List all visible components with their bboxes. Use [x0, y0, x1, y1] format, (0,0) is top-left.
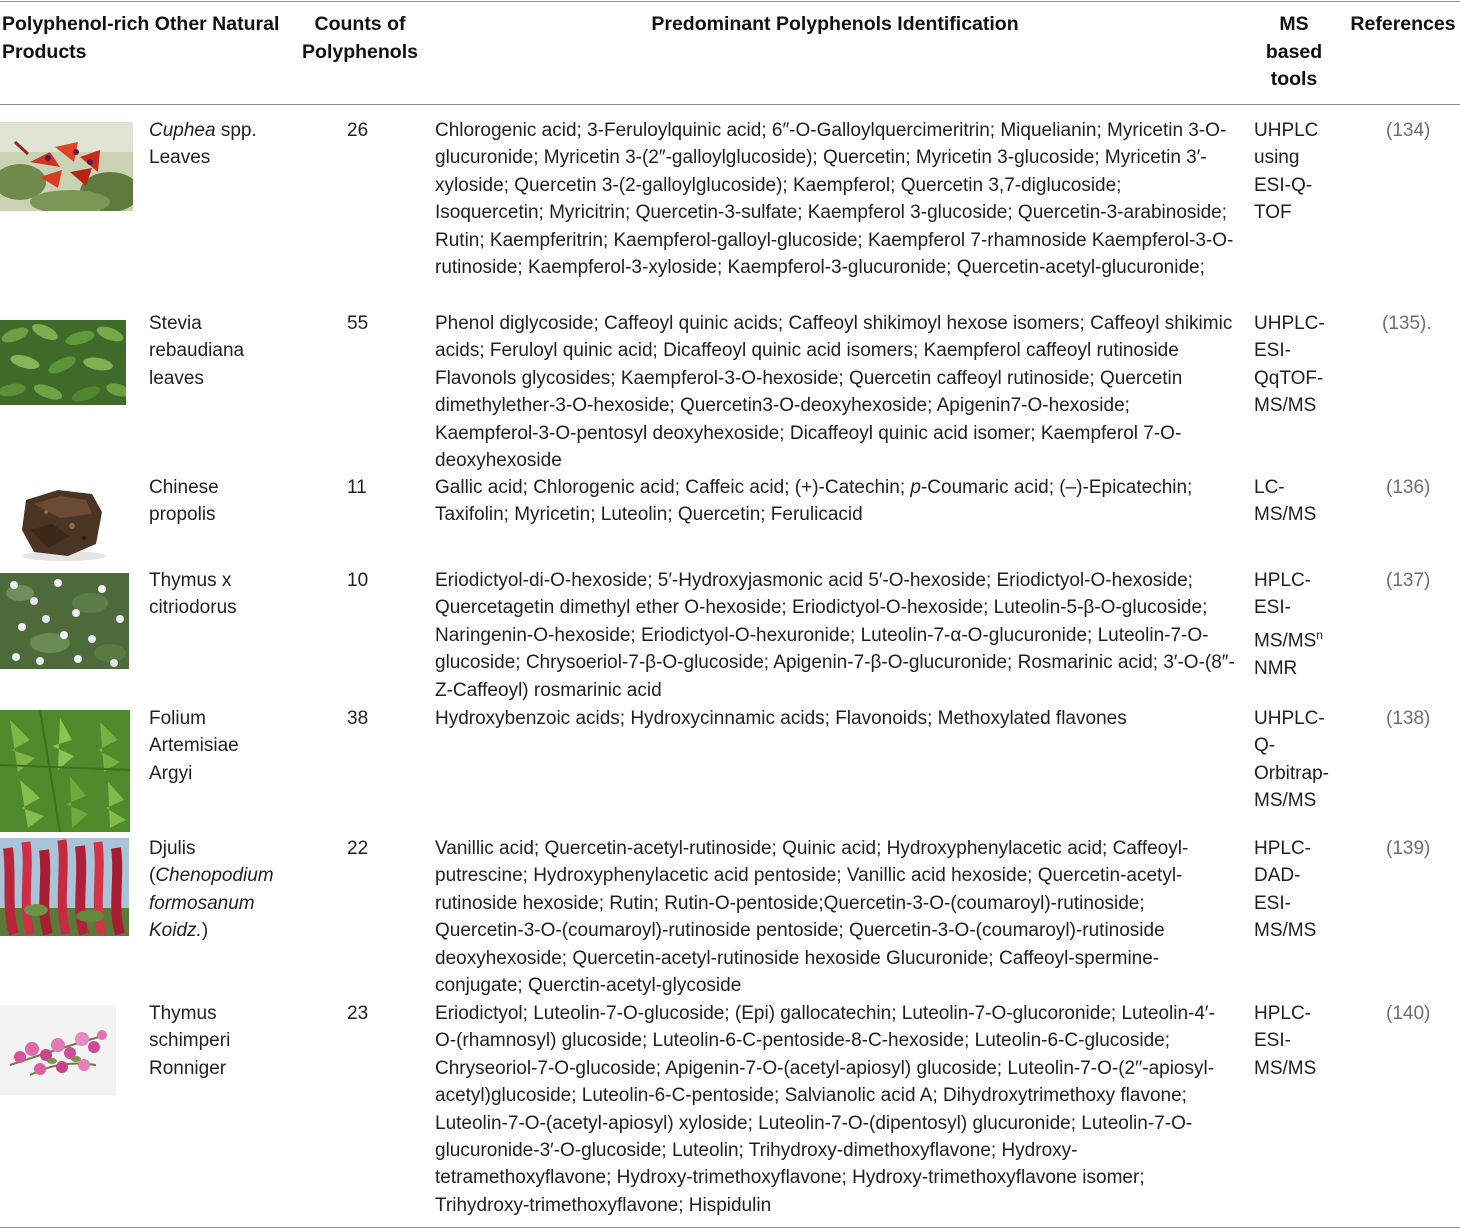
header-bottom-rule	[0, 104, 1460, 105]
ms-tool: HPLC-ESI-MS/MS	[1254, 1003, 1317, 1079]
artemisia-leaves-photo	[0, 710, 130, 832]
ms-tool: UHPLC-Q-Orbitrap-MS/MS	[1254, 708, 1329, 812]
polyphenol-list: Vanillic acid; Quercetin-acetyl-rutinoside; Quinic acid; Hydroxyphenylacetic acid; Caffeoyl-putrescine; Hydroxyphenylacetic acid pentoside; Vanillic acid hexoside; Quercetin-acetyl-rutinoside hexoside; Rutin; Rutin-O-pentoside;Quercetin-3-O-(coumaroyl)-rutinoside; Quercetin-3-O-(coumaroyl)-rutinoside pentoside; Quercetin-3-O-(coumaroyl)-rutinoside deoxyhexoside; Quercetin-acetyl-rutinoside hexoside Glucuronide; Caffeoyl-spermine-conjugate; Querctin-acetyl-glycoside	[435, 838, 1189, 997]
product-name: Thymus x citriodorus	[149, 570, 237, 619]
polyphenol-list: Hydroxybenzoic acids; Hydroxycinnamic acids; Flavonoids; Methoxylated flavones	[435, 708, 1127, 729]
header-references: References	[1350, 13, 1456, 35]
polyphenol-list: Gallic acid; Chlorogenic acid; Caffeic acid; (+)-Catechin; p-Coumaric acid; (–)-Epicatechin; Taxifolin; Myricetin; Luteolin; Quercetin; Ferulicacid	[435, 477, 1193, 526]
product-name: Folium Artemisiae Argyi	[149, 708, 239, 784]
product-name: Stevia rebaudiana leaves	[149, 313, 245, 389]
reference: (139)	[1386, 838, 1431, 859]
ms-tool: HPLC-$ESI-MS/MS^n$ NMR	[1254, 570, 1323, 679]
product-name: Thymus schimperi Ronniger	[149, 1003, 231, 1079]
polyphenol-count: 22	[347, 838, 369, 859]
reference: (135).	[1382, 313, 1432, 334]
header-identification: Predominant Polyphenols Identification	[651, 13, 1019, 35]
polyphenol-count: 26	[347, 120, 369, 141]
polyphenol-count: 23	[347, 1003, 369, 1024]
polyphenol-count: 38	[347, 708, 369, 729]
reference: (134)	[1386, 120, 1431, 141]
polyphenol-list: Chlorogenic acid; 3-Feruloylquinic acid; 6″-O-Galloylquercimeritrin; Miquelianin; Myricetin 3-O-glucuronide; Myricetin 3-(2″-galloylglucoside); Quercetin; Myricetin 3-glucoside; Myricetin 3′-xyloside; Quercetin 3-(2-galloylglucoside); Kaempferol; Quercetin 3,7-diglucoside; Isoquercetin; Myricitrin; Quercetin-3-sulfate; Kaempferol 3-glucoside; Quercetin-3-arabinoside; Rutin; Kaempferitrin; Kaempferol-galloyl-glucoside; Kaempferol 7-rhamnoside Kaempferol-3-O-rutinoside; Kaempferol-3-xyloside; Kaempferol-3-glucuronide; Quercetin-acetyl-glucuronide;	[435, 120, 1234, 279]
header-counts: Counts of Polyphenols	[302, 13, 418, 63]
product-name: Chinese propolis	[149, 477, 219, 526]
reference: (137)	[1386, 570, 1431, 591]
polyphenol-count: 55	[347, 313, 369, 334]
ms-tool: LC-MS/MS	[1254, 477, 1317, 526]
polyphenol-list: Eriodictyol; Luteolin-7-O-glucoside; (Epi) gallocatechin; Luteolin-7-O-glucoronide; Luteolin-4′-O-(rhamnosyl) glucoside; Luteolin-6-C-pentoside-8-C-hexoside; Luteolin-6-C-glucoside; Chryseoriol-7-O-glucoside; Apigenin-7-O-(acetyl-apiosyl) glucoside; Luteolin-7-O-(2′′-apiosyl-acetyl)glucoside; Luteolin-6-C-pentoside; Salvianolic acid A; Dihydroxytrimethoxy flavone; Luteolin-7-O-(acetyl-apiosyl) xyloside; Luteolin-7-O-(dipentosyl) glucuronide; Luteolin-7-O-glucuronide-3′-O-glucoside; Luteolin; Trihydroxy-dimethoxyflavone; Hydroxy-tetramethoxyflavone; Hydroxy-trimethoxyflavone; Hydroxy-trimethoxyflavone isomer; Trihydroxy-trimethoxyflavone; Hispidulin	[435, 1003, 1215, 1216]
ms-tool: HPLC-DAD-ESI-MS/MS	[1254, 838, 1317, 942]
polyphenol-count: 10	[347, 570, 369, 591]
reference: (136)	[1386, 477, 1431, 498]
reference: (138)	[1386, 708, 1431, 729]
table-top-rule	[0, 1, 1460, 2]
stevia-leaves-photo	[0, 320, 126, 405]
djulis-plant-photo	[0, 838, 129, 936]
table-bottom-rule	[0, 1227, 1460, 1228]
product-name: Cuphea spp. Leaves	[149, 120, 257, 169]
reference: (140)	[1386, 1003, 1431, 1024]
ms-tool: UHPLC-ESI-QqTOF-MS/MS	[1254, 313, 1325, 417]
polyphenol-list: Eriodictyol-di-O-hexoside; 5′-Hydroxyjasmonic acid 5′-O-hexoside; Eriodictyol-O-hexoside; Quercetagetin dimethyl ether O-hexoside; Eriodictyol-O-hexoside; Luteolin-5-β-O-glucoside; Naringenin-O-hexoside; Eriodictyol-O-hexuronide; Luteolin-7-α-O-glucuronide; Luteolin-7-O-glucoside; Chrysoeriol-7-β-O-glucoside; Apigenin-7-β-O-glucuronide; Rosmarinic acid; 3′-O-(8″-Z-Caffeoyl) rosmarinic acid	[435, 570, 1235, 701]
thymus-schimperi-photo	[0, 1005, 116, 1095]
header-product: Polyphenol-rich Other Natural Products	[2, 13, 280, 63]
polyphenol-count: 11	[347, 477, 367, 498]
ms-tool: UHPLC using ESI-Q-TOF	[1254, 120, 1319, 224]
cuphea-flowers-photo	[0, 122, 133, 211]
header-ms-tools: MS based tools	[1265, 13, 1323, 90]
polyphenol-list: Phenol diglycoside; Caffeoyl quinic acids; Caffeoyl shikimoyl hexose isomers; Caffeoyl shikimic acids; Feruloyl quinic acid; Dicaffeoyl quinic acid isomers; Kaempferol caffeoyl rutinoside Flavonols glycosides; Kaempferol-3-O-hexoside; Quercetin caffeoyl rutinoside; Quercetin dimethylether-3-O-hexoside; Quercetin3-O-deoxyhexoside; Apigenin7-O-hexoside; Kaempferol-3-O-pentosyl deoxyhexoside; Dicaffeoyl quinic acid isomer; Kaempferol 7-O-deoxyhexoside	[435, 313, 1233, 472]
product-name: Djulis (Chenopodium formosanum Koidz.)	[149, 838, 274, 942]
thymus-citriodorus-photo	[0, 573, 129, 669]
propolis-photo	[0, 478, 126, 563]
